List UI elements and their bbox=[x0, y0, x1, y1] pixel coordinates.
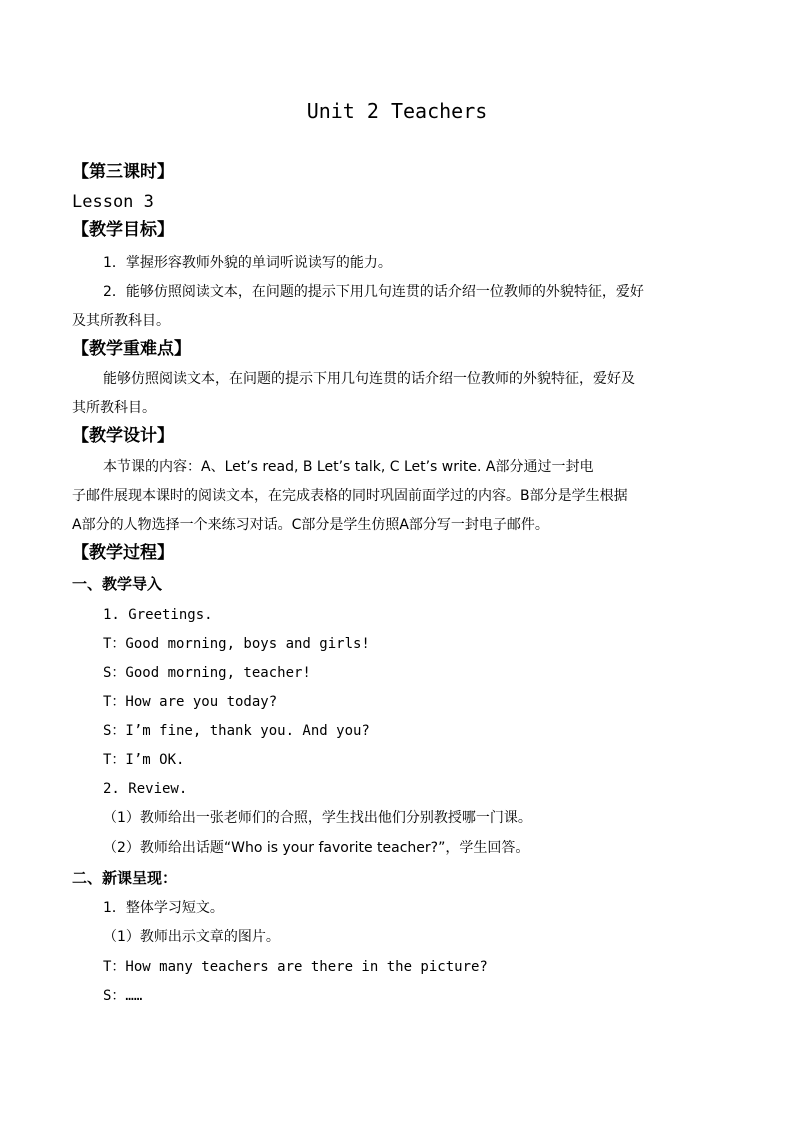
design-text: 本节课的内容：A、Let’s read, B Let’s talk, C Let’s write. A部分通过一封电 bbox=[103, 459, 594, 475]
design-text: 子邮件展现本课时的阅读文本，在完成表格的同时巩固前面学过的内容。B部分是学生根据 bbox=[72, 488, 628, 504]
section1-heading: 一、教学导入 bbox=[72, 575, 163, 593]
objective-item: 2．能够仿照阅读文本，在问题的提示下用几句连贯的话介绍一位教师的外貌特征，爱好 bbox=[103, 284, 644, 300]
section1-line: （2）教师给出话题“Who is your favorite teacher?”，学生回答。 bbox=[103, 840, 530, 856]
section1-line: T：Good morning, boys and girls! bbox=[103, 636, 370, 652]
section2-line: （1）教师出示文章的图片。 bbox=[103, 929, 280, 945]
objective-item: 1．掌握形容教师外貌的单词听说读写的能力。 bbox=[103, 255, 392, 271]
section1-line: T：How are you today? bbox=[103, 694, 278, 710]
section2-line: S：…… bbox=[103, 988, 143, 1004]
objective-item: 及其所教科目。 bbox=[72, 313, 170, 329]
section1-line: （1）教师给出一张老师们的合照，学生找出他们分别教授哪一门课。 bbox=[103, 810, 532, 826]
section1-line: S：Good morning, teacher! bbox=[103, 665, 311, 681]
design-text: A部分的人物选择一个来练习对话。C部分是学生仿照A部分写一封电子邮件。 bbox=[72, 517, 549, 533]
lesson-heading: 【第三课时】 bbox=[72, 162, 174, 182]
section1-line: 2. Review. bbox=[103, 781, 188, 797]
section1-line: 1. Greetings. bbox=[103, 607, 213, 623]
process-heading: 【教学过程】 bbox=[72, 543, 174, 563]
keypoints-text: 其所教科目。 bbox=[72, 400, 156, 416]
document-title: Unit 2 Teachers bbox=[306, 99, 488, 123]
section2-line: 1．整体学习短文。 bbox=[103, 900, 224, 916]
design-heading: 【教学设计】 bbox=[72, 426, 174, 446]
section2-line: T：How many teachers are there in the picture? bbox=[103, 959, 488, 975]
section1-line: T：I’m OK. bbox=[103, 752, 185, 768]
keypoints-heading: 【教学重难点】 bbox=[72, 339, 191, 359]
section1-line: S：I’m fine, thank you. And you? bbox=[103, 723, 370, 739]
section2-heading: 二、新课呈现： bbox=[72, 869, 178, 887]
objectives-heading: 【教学目标】 bbox=[72, 220, 174, 240]
lesson-name: Lesson 3 bbox=[72, 192, 154, 212]
keypoints-text: 能够仿照阅读文本，在问题的提示下用几句连贯的话介绍一位教师的外貌特征，爱好及 bbox=[103, 371, 635, 387]
